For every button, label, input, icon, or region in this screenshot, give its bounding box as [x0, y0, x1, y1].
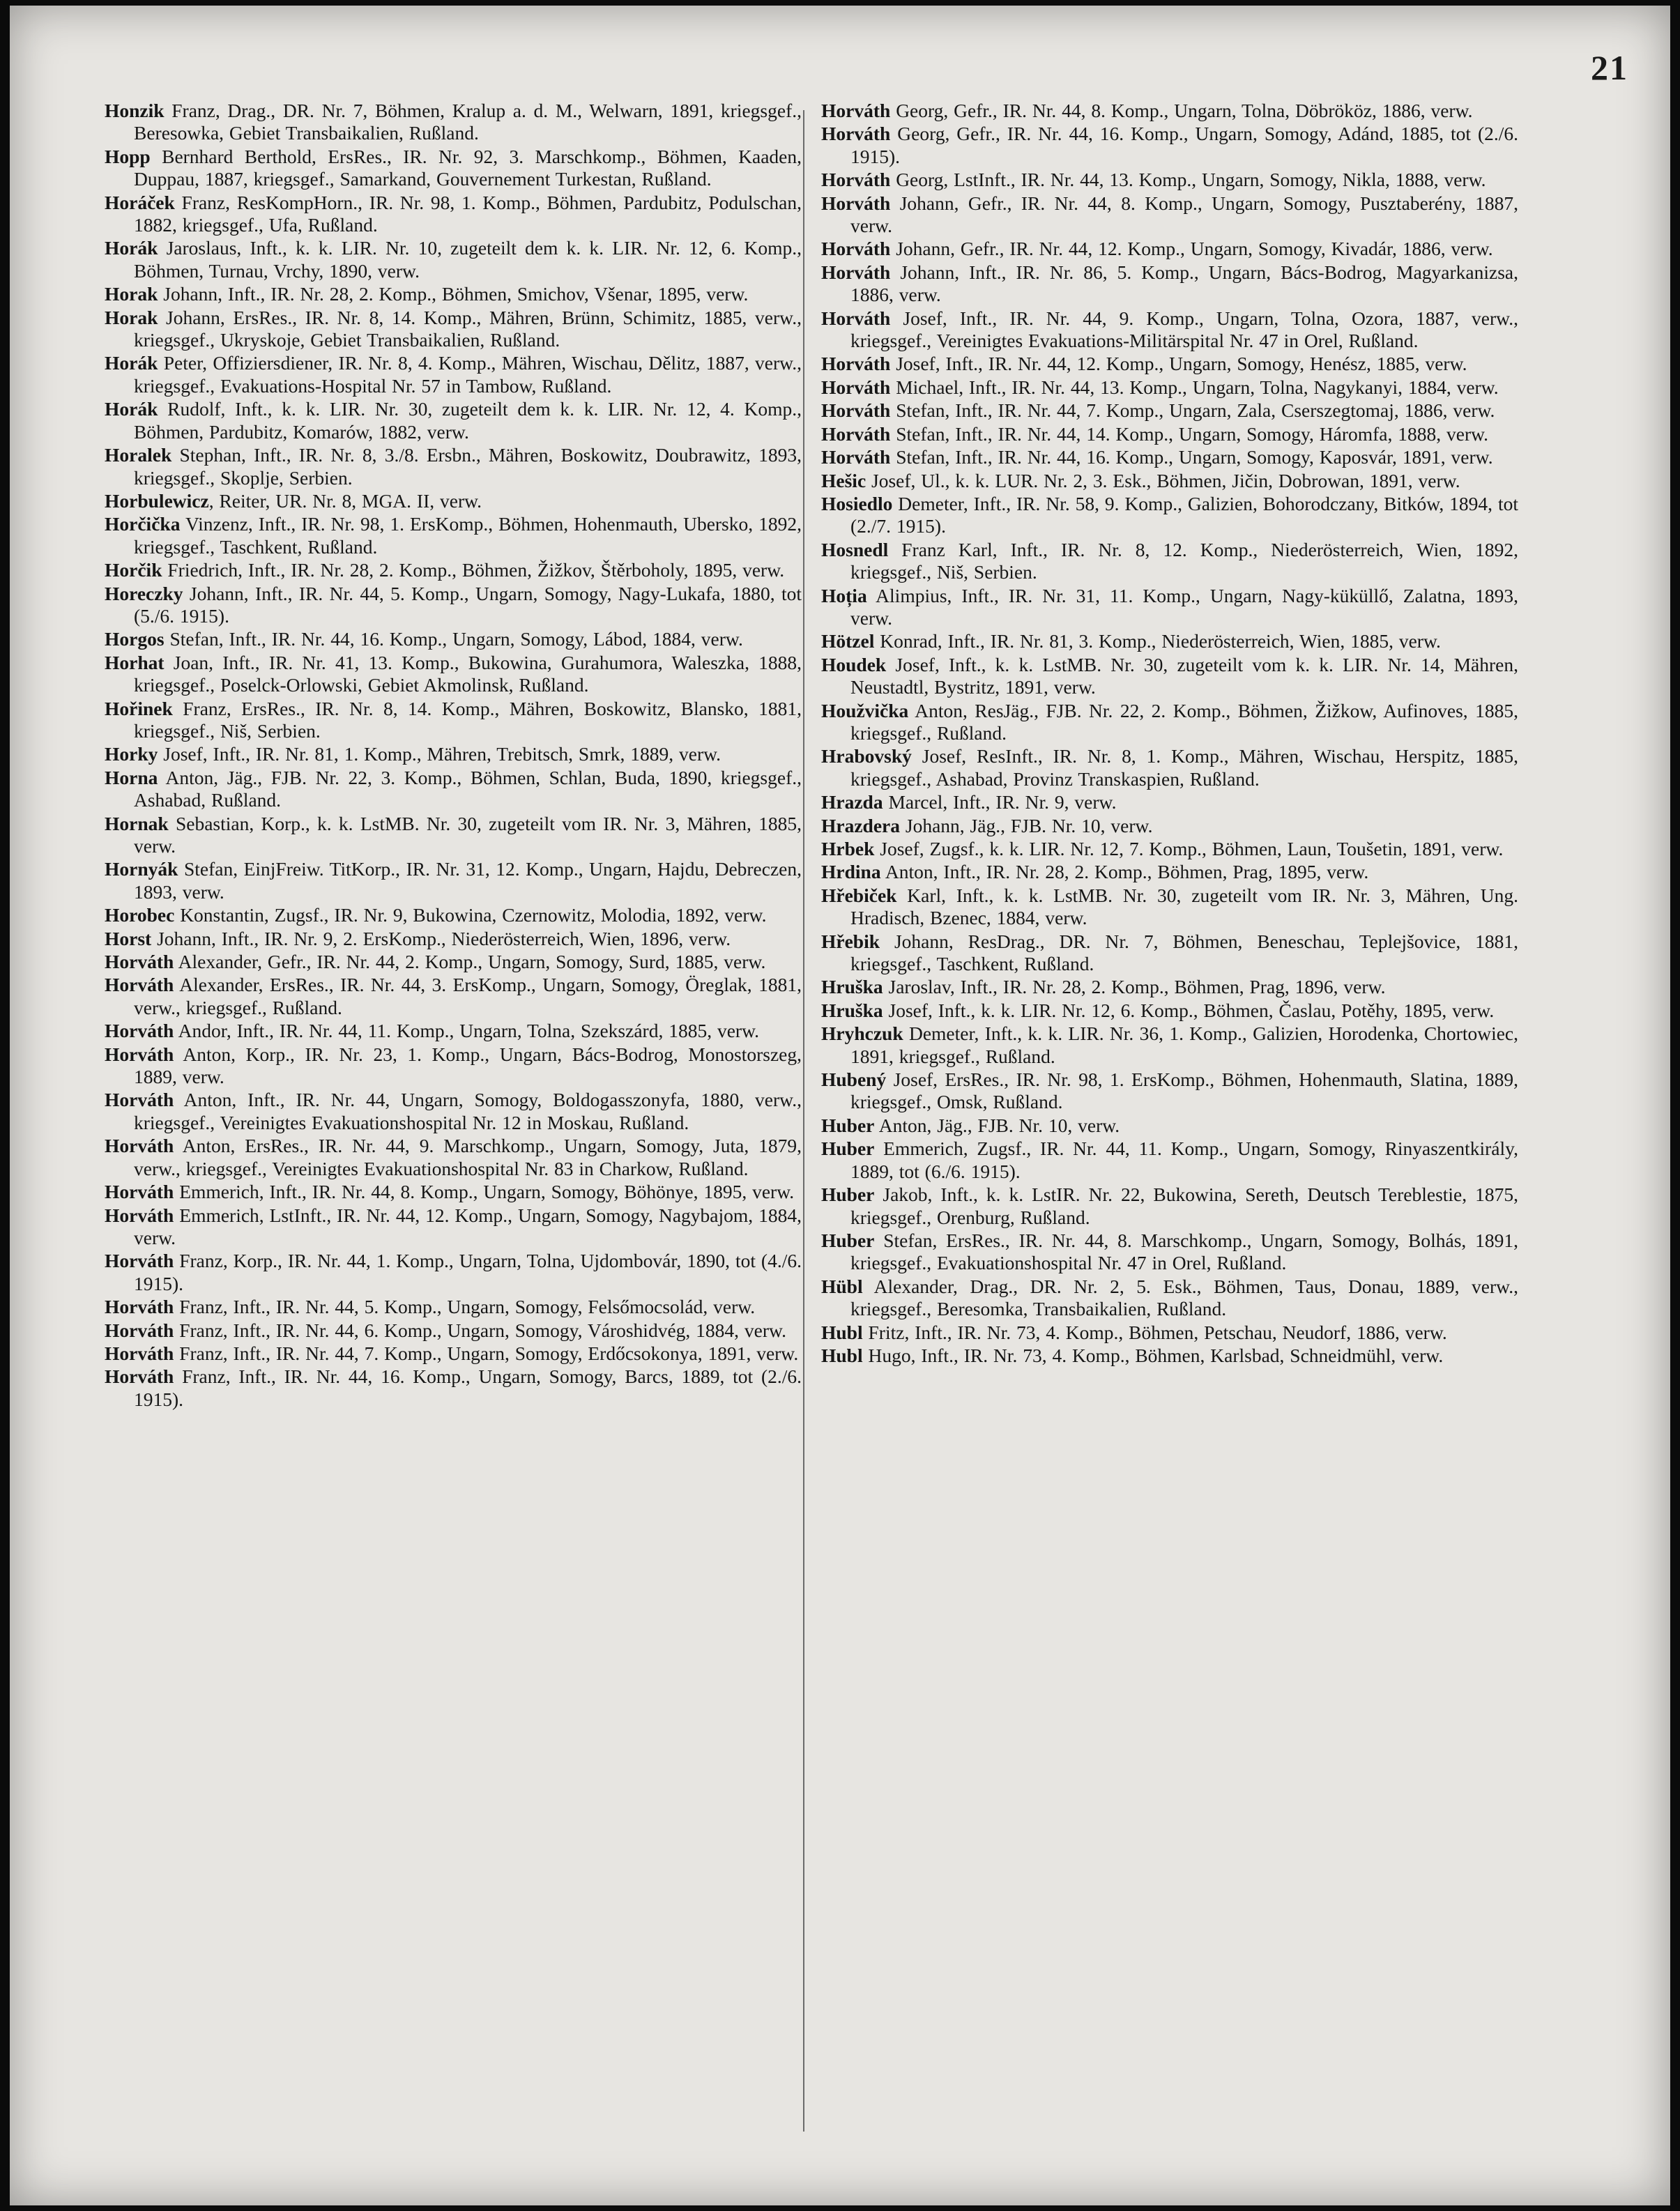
casualty-entry: [105, 858, 802, 903]
entry-details: Josef, Inft., IR. Nr. 44, 12. Komp., Ungarn, Somogy, Henész, 1885, verw.: [890, 353, 1467, 375]
entry-surname: Horbulewicz: [105, 489, 209, 512]
casualty-entry: [105, 237, 802, 282]
entry-details: Johann, Gefr., IR. Nr. 44, 12. Komp., Ungarn, Somogy, Kivadár, 1886, verw.: [890, 238, 1493, 260]
entry-surname: Hoția: [821, 584, 867, 606]
entry-details: Jaroslaus, Inft., k. k. LIR. Nr. 10, zugeteilt dem k. k. LIR. Nr. 12, 6. Komp., Böhmen, Turnau, Vrchy, 1890, verw.: [134, 237, 802, 282]
entry-surname: Hötzel: [821, 630, 875, 652]
entry-surname: Huber: [821, 1138, 875, 1160]
casualty-entry: [821, 493, 1518, 538]
casualty-entry: [105, 904, 802, 926]
entry-surname: Horváth: [105, 1181, 174, 1203]
casualty-entry: [821, 539, 1518, 584]
entry-surname: Horčička: [105, 513, 181, 535]
entry-details: Stefan, ErsRes., IR. Nr. 44, 8. Marschkomp., Ungarn, Somogy, Bolhás, 1891, kriegsgef., Evakuationshospital Nr. 47 in Orel, Rußland.: [850, 1229, 1518, 1274]
casualty-entry: [105, 1365, 802, 1411]
casualty-entry: [821, 1023, 1518, 1068]
entry-surname: Horák: [105, 237, 158, 259]
entry-surname: Hubl: [821, 1344, 863, 1366]
entry-details: Josef, Inft., IR. Nr. 81, 1. Komp., Mähren, Trebitsch, Smrk, 1889, verw.: [158, 743, 721, 765]
casualty-entry: [821, 976, 1518, 998]
casualty-entry: [105, 444, 802, 489]
casualty-entry: [821, 1000, 1518, 1022]
entry-surname: Horváth: [105, 1204, 174, 1226]
casualty-entry: [821, 630, 1518, 652]
casualty-entry: [105, 974, 802, 1019]
casualty-entry: [105, 743, 802, 765]
entry-surname: Hruška: [821, 999, 883, 1021]
entry-surname: Hruška: [821, 976, 883, 998]
right-column: [821, 100, 1518, 2163]
casualty-entry: [105, 100, 802, 145]
entry-details: Franz, Korp., IR. Nr. 44, 1. Komp., Ungarn, Tolna, Ujdombovár, 1890, tot (4./6. 1915).: [134, 1250, 802, 1294]
casualty-entry: [105, 767, 802, 812]
entry-details: Johann, ResDrag., DR. Nr. 7, Böhmen, Beneschau, Teplejšovice, 1881, kriegsgef., Taschkent, Rußland.: [850, 930, 1518, 975]
entry-details: Franz, ErsRes., IR. Nr. 8, 14. Komp., Mähren, Boskowitz, Blansko, 1881, kriegsgef., Niš, Serbien.: [134, 697, 802, 742]
entry-details: Georg, Gefr., IR. Nr. 44, 8. Komp., Ungarn, Tolna, Döbrököz, 1886, verw.: [890, 100, 1473, 121]
casualty-entry: [821, 238, 1518, 260]
entry-surname: Hřebik: [821, 930, 880, 952]
entry-details: Josef, ErsRes., IR. Nr. 98, 1. ErsKomp., Böhmen, Hohenmauth, Slatina, 1889, kriegsgef., Omsk, Rußland.: [850, 1069, 1518, 1113]
casualty-entry: [821, 192, 1518, 238]
entry-surname: Horhat: [105, 651, 165, 673]
entry-surname: Horváth: [821, 353, 891, 375]
scanned-page: [10, 6, 1670, 2205]
entry-surname: Horváth: [105, 951, 174, 973]
entry-details: Alexander, ErsRes., IR. Nr. 44, 3. ErsKomp., Ungarn, Somogy, Öreglak, 1881, verw., kriegsgef., Rußland.: [134, 974, 802, 1018]
entry-surname: Hořinek: [105, 697, 173, 719]
entry-details: Jaroslav, Inft., IR. Nr. 28, 2. Komp., Böhmen, Prag, 1896, verw.: [883, 976, 1386, 998]
entry-surname: Horváth: [105, 1342, 174, 1364]
casualty-entry: [105, 698, 802, 743]
casualty-entry: [821, 307, 1518, 353]
casualty-entry: [105, 583, 802, 628]
entry-details: Franz, Inft., IR. Nr. 44, 6. Komp., Ungarn, Somogy, Városhidvég, 1884, verw.: [174, 1319, 786, 1341]
entry-surname: Horváth: [821, 169, 891, 191]
entry-details: Anton, Inft., IR. Nr. 44, Ungarn, Somogy, Boldogasszonyfa, 1880, verw., kriegsgef., Vereinigtes Evakuationshospital Nr. 12 in Moskau, Rußland.: [134, 1089, 802, 1133]
entry-details: Andor, Inft., IR. Nr. 44, 11. Komp., Ungarn, Tolna, Szekszárd, 1885, verw.: [174, 1020, 760, 1042]
entry-surname: Houdek: [821, 653, 887, 675]
entry-surname: Hryhczuk: [821, 1023, 903, 1045]
entry-details: Anton, Inft., IR. Nr. 28, 2. Komp., Böhmen, Prag, 1895, verw.: [880, 861, 1369, 883]
casualty-entry: [105, 628, 802, 650]
entry-details: Johann, Inft., IR. Nr. 28, 2. Komp., Böhmen, Smichov, Všenar, 1895, verw.: [158, 283, 749, 305]
entry-surname: Hopp: [105, 145, 151, 167]
casualty-entry: [821, 1069, 1518, 1114]
entry-details: Franz Karl, Inft., IR. Nr. 8, 12. Komp., Niederösterreich, Wien, 1892, kriegsgef., Niš, Serbien.: [850, 538, 1518, 583]
entry-details: Anton, ResJäg., FJB. Nr. 22, 2. Komp., Böhmen, Žižkow, Aufinoves, 1885, kriegsgef., Rußland.: [850, 699, 1518, 744]
entry-details: Josef, Inft., k. k. LIR. Nr. 12, 6. Komp., Böhmen, Časlau, Potěhy, 1895, verw.: [883, 999, 1495, 1021]
entry-surname: Hosiedlo: [821, 492, 893, 514]
entry-surname: Horáček: [105, 191, 175, 213]
entry-details: Alexander, Gefr., IR. Nr. 44, 2. Komp., Ungarn, Somogy, Surd, 1885, verw.: [174, 951, 766, 973]
entry-details: Stefan, Inft., IR. Nr. 44, 14. Komp., Ungarn, Somogy, Háromfa, 1888, verw.: [890, 422, 1489, 445]
entry-surname: Horváth: [821, 376, 891, 398]
entry-surname: Horobec: [105, 904, 175, 926]
entry-details: Anton, Jäg., FJB. Nr. 22, 3. Komp., Böhmen, Schlan, Buda, 1890, kriegsgef., Ashabad, Rußland.: [134, 766, 802, 811]
entry-details: Anton, Jäg., FJB. Nr. 10, verw.: [874, 1114, 1120, 1136]
entry-details: Michael, Inft., IR. Nr. 44, 13. Komp., Ungarn, Tolna, Nagykanyi, 1884, verw.: [890, 376, 1499, 398]
casualty-entry: [821, 745, 1518, 790]
entry-surname: Horváth: [105, 1135, 174, 1157]
casualty-entry: [105, 1135, 802, 1180]
casualty-entry: [105, 1020, 802, 1042]
entry-details: Josef, Inft., IR. Nr. 44, 9. Komp., Ungarn, Tolna, Ozora, 1887, verw., kriegsgef., Vereinigtes Evakuations-Militärspital Nr. 47 in Orel, Rußland.: [850, 307, 1518, 352]
entry-details: Johann, Gefr., IR. Nr. 44, 8. Komp., Ungarn, Somogy, Pusztaberény, 1887, verw.: [850, 192, 1518, 237]
entry-surname: Horváth: [821, 446, 891, 468]
entry-details: Anton, Korp., IR. Nr. 23, 1. Komp., Ungarn, Bács-Bodrog, Monostorszeg, 1889, verw.: [134, 1043, 802, 1088]
entry-surname: Hrdina: [821, 861, 881, 883]
casualty-entry: [821, 169, 1518, 191]
casualty-entry: [821, 838, 1518, 860]
entry-surname: Hrazda: [821, 791, 883, 813]
casualty-entry: [821, 1276, 1518, 1321]
entry-details: Josef, ResInft., IR. Nr. 8, 1. Komp., Mähren, Wischau, Herspitz, 1885, kriegsgef., Ashabad, Provinz Transkaspien, Rußland.: [850, 745, 1518, 790]
entry-surname: Honzik: [105, 100, 165, 121]
entry-details: Franz, Inft., IR. Nr. 44, 5. Komp., Ungarn, Somogy, Felsőmocsolád, verw.: [174, 1296, 756, 1318]
casualty-entry: [105, 283, 802, 305]
entry-details: Konrad, Inft., IR. Nr. 81, 3. Komp., Niederösterreich, Wien, 1885, verw.: [874, 630, 1441, 652]
entry-details: Emmerich, Zugsf., IR. Nr. 44, 11. Komp., Ungarn, Somogy, Rinyaszentkirály, 1889, tot (6./6. 1915).: [850, 1138, 1518, 1182]
entry-details: Stefan, EinjFreiw. TitKorp., IR. Nr. 31, 12. Komp., Ungarn, Hajdu, Debreczen, 1893, verw.: [134, 858, 802, 903]
casualty-entry: [105, 1089, 802, 1134]
entry-details: Friedrich, Inft., IR. Nr. 28, 2. Komp., Böhmen, Žižkov, Štěrboholy, 1895, verw.: [162, 559, 785, 581]
casualty-entry: [821, 261, 1518, 307]
casualty-entry: [105, 951, 802, 973]
casualty-entry: [105, 1204, 802, 1250]
entry-details: Franz, Inft., IR. Nr. 44, 16. Komp., Ungarn, Somogy, Barcs, 1889, tot (2./6. 1915).: [134, 1365, 802, 1410]
casualty-entry: [105, 1181, 802, 1203]
entry-details: Demeter, Inft., IR. Nr. 58, 9. Komp., Galizien, Bohorodczany, Bitków, 1894, tot (2./7. 1915).: [850, 492, 1518, 537]
entry-details: Josef, Inft., k. k. LstMB. Nr. 30, zugeteilt vom k. k. LIR. Nr. 14, Mähren, Neustadtl, Bystritz, 1891, verw.: [850, 653, 1518, 698]
casualty-entry: [105, 559, 802, 581]
entry-surname: Horák: [105, 398, 158, 420]
entry-details: Hugo, Inft., IR. Nr. 73, 4. Komp., Böhmen, Karlsbad, Schneidmühl, verw.: [862, 1344, 1444, 1366]
casualty-entry: [821, 446, 1518, 468]
entry-surname: Hřebiček: [821, 884, 897, 906]
casualty-entry: [821, 700, 1518, 745]
entry-surname: Horváth: [821, 422, 891, 445]
entry-surname: Horváth: [105, 1020, 174, 1042]
entry-details: Josef, Zugsf., k. k. LIR. Nr. 12, 7. Komp., Böhmen, Laun, Toušetin, 1891, verw.: [874, 838, 1504, 859]
entry-details: Johann, Inft., IR. Nr. 9, 2. ErsKomp., Niederösterreich, Wien, 1896, verw.: [151, 927, 731, 949]
entry-details: , Reiter, UR. Nr. 8, MGA. II, verw.: [208, 489, 482, 512]
entry-details: Jakob, Inft., k. k. LstIR. Nr. 22, Bukowina, Sereth, Deutsch Tereblestie, 1875, kriegsgef., Orenburg, Rußland.: [850, 1184, 1518, 1228]
entry-surname: Horgos: [105, 628, 165, 650]
entry-surname: Horčik: [105, 559, 162, 581]
column-divider: [803, 110, 804, 2132]
entry-surname: Huber: [821, 1229, 875, 1251]
entry-details: Georg, LstInft., IR. Nr. 44, 13. Komp., Ungarn, Somogy, Nikla, 1888, verw.: [890, 169, 1486, 191]
entry-surname: Horváth: [105, 1043, 174, 1065]
entry-surname: Hubený: [821, 1069, 887, 1091]
casualty-entry: [821, 1345, 1518, 1367]
entry-surname: Horak: [105, 283, 158, 305]
casualty-entry: [105, 307, 802, 352]
entry-surname: Hrazdera: [821, 814, 901, 836]
entry-surname: Horváth: [105, 1250, 174, 1272]
casualty-entry: [821, 423, 1518, 445]
casualty-entry: [821, 585, 1518, 630]
entry-details: Joan, Inft., IR. Nr. 41, 13. Komp., Bukowina, Gurahumora, Waleszka, 1888, kriegsgef., Poselck-Orlowski, Gebiet Akmolinsk, Rußland.: [134, 651, 802, 696]
entry-surname: Hešic: [821, 469, 866, 491]
entry-surname: Horváth: [821, 238, 891, 260]
entry-details: Johann, Inft., IR. Nr. 86, 5. Komp., Ungarn, Bács-Bodrog, Magyarkanizsa, 1886, verw.: [850, 261, 1518, 306]
entry-details: Franz, Drag., DR. Nr. 7, Böhmen, Kralup a. d. M., Welwarn, 1891, kriegsgef., Beresowka, Gebiet Transbaikalien, Rußland.: [134, 100, 802, 144]
entry-surname: Huber: [821, 1184, 875, 1206]
entry-details: Johann, Inft., IR. Nr. 44, 5. Komp., Ungarn, Somogy, Nagy-Lukafa, 1880, tot (5./6. 1915).: [134, 582, 802, 627]
casualty-entry: [105, 146, 802, 191]
entry-surname: Hrbek: [821, 838, 875, 859]
casualty-entry: [821, 815, 1518, 837]
casualty-entry: [821, 931, 1518, 976]
casualty-entry: [105, 1342, 802, 1365]
entry-details: Alexander, Drag., DR. Nr. 2, 5. Esk., Böhmen, Taus, Donau, 1889, verw., kriegsgef., Beresomka, Transbaikalien, Rußland.: [850, 1275, 1518, 1320]
casualty-entry: [105, 1043, 802, 1089]
entry-details: Emmerich, Inft., IR. Nr. 44, 8. Komp., Ungarn, Somogy, Böhönye, 1895, verw.: [174, 1181, 795, 1203]
entry-surname: Horváth: [821, 100, 891, 121]
entry-details: Konstantin, Zugsf., IR. Nr. 9, Bukowina, Czernowitz, Molodia, 1892, verw.: [174, 904, 767, 926]
casualty-entry: [105, 928, 802, 950]
entry-details: Stefan, Inft., IR. Nr. 44, 7. Komp., Ungarn, Zala, Cserszegtomaj, 1886, verw.: [890, 399, 1495, 422]
entry-surname: Horky: [105, 743, 158, 765]
entry-surname: Horváth: [105, 1319, 174, 1341]
entry-details: Johann, ErsRes., IR. Nr. 8, 14. Komp., Mähren, Brünn, Schimitz, 1885, verw., kriegsgef., Ukryskoje, Gebiet Transbaikalien, Rußland.: [134, 306, 802, 351]
page-number: 21: [1591, 48, 1628, 87]
entry-details: Karl, Inft., k. k. LstMB. Nr. 30, zugeteilt vom IR. Nr. 3, Mähren, Ung. Hradisch, Bzenec, 1884, verw.: [850, 884, 1518, 929]
entry-surname: Horeczky: [105, 582, 183, 604]
entry-surname: Horváth: [821, 261, 891, 283]
entry-details: Stefan, Inft., IR. Nr. 44, 16. Komp., Ungarn, Somogy, Lábod, 1884, verw.: [164, 628, 743, 650]
entry-details: Anton, ErsRes., IR. Nr. 44, 9. Marschkomp., Ungarn, Somogy, Juta, 1879, verw., kriegsgef., Vereinigtes Evakuationshospital Nr. 83 in Charkow, Rußland.: [134, 1135, 802, 1179]
casualty-entry: [105, 1250, 802, 1295]
entry-surname: Huber: [821, 1114, 875, 1136]
casualty-entry: [821, 376, 1518, 399]
entry-details: Peter, Offiziersdiener, IR. Nr. 8, 4. Komp., Mähren, Wischau, Dělitz, 1887, verw., kriegsgef., Evakuations-Hospital Nr. 57 in Tambow, Rußland.: [134, 352, 802, 397]
entry-surname: Horváth: [821, 123, 891, 145]
casualty-entry: [105, 1296, 802, 1318]
casualty-entry: [105, 352, 802, 397]
casualty-entry: [821, 791, 1518, 813]
casualty-entry: [821, 1138, 1518, 1183]
entry-details: Fritz, Inft., IR. Nr. 73, 4. Komp., Böhmen, Petschau, Neudorf, 1886, verw.: [862, 1321, 1447, 1343]
entry-details: Alimpius, Inft., IR. Nr. 31, 11. Komp., Ungarn, Nagy-küküllő, Zalatna, 1893, verw.: [850, 584, 1518, 629]
entry-surname: Horváth: [105, 1365, 174, 1388]
casualty-entry: [821, 654, 1518, 699]
entry-surname: Horváth: [105, 1089, 174, 1111]
entry-surname: Hübl: [821, 1275, 863, 1297]
entry-details: Stephan, Inft., IR. Nr. 8, 3./8. Ersbn., Mähren, Boskowitz, Doubrawitz, 1893, kriegsgef., Skoplje, Serbien.: [134, 444, 802, 489]
casualty-entry: [105, 490, 802, 512]
casualty-entry: [821, 470, 1518, 492]
entry-surname: Horalek: [105, 444, 172, 466]
entry-surname: Hosnedl: [821, 538, 889, 560]
entry-details: Emmerich, LstInft., IR. Nr. 44, 12. Komp., Ungarn, Somogy, Nagybajom, 1884, verw.: [134, 1204, 802, 1248]
entry-details: Sebastian, Korp., k. k. LstMB. Nr. 30, zugeteilt vom IR. Nr. 3, Mähren, 1885, verw.: [134, 812, 802, 857]
casualty-entry: [105, 513, 802, 558]
entry-surname: Houžvička: [821, 699, 909, 721]
entry-details: Franz, Inft., IR. Nr. 44, 7. Komp., Ungarn, Somogy, Erdőcsokonya, 1891, verw.: [174, 1342, 799, 1364]
entry-details: Josef, Ul., k. k. LUR. Nr. 2, 3. Esk., Böhmen, Jičin, Dobrowan, 1891, verw.: [866, 469, 1460, 491]
entry-details: Vinzenz, Inft., IR. Nr. 98, 1. ErsKomp., Böhmen, Hohenmauth, Ubersko, 1892, kriegsgef., Taschkent, Rußland.: [134, 513, 802, 558]
casualty-entry: [821, 100, 1518, 122]
entry-details: Rudolf, Inft., k. k. LIR. Nr. 30, zugeteilt dem k. k. LIR. Nr. 12, 4. Komp., Böhmen, Pardubitz, Komarów, 1882, verw.: [134, 398, 802, 443]
left-column: [105, 100, 802, 2163]
casualty-entry: [105, 192, 802, 237]
entry-details: Demeter, Inft., k. k. LIR. Nr. 36, 1. Komp., Galizien, Horodenka, Chortowiec, 1891, kriegsgef., Rußland.: [850, 1023, 1518, 1067]
entry-details: Franz, ResKompHorn., IR. Nr. 98, 1. Komp., Böhmen, Pardubitz, Podulschan, 1882, kriegsgef., Ufa, Rußland.: [134, 191, 802, 236]
casualty-entry: [821, 885, 1518, 930]
entry-details: Georg, Gefr., IR. Nr. 44, 16. Komp., Ungarn, Somogy, Adánd, 1885, tot (2./6. 1915).: [850, 123, 1518, 167]
entry-surname: Hubl: [821, 1321, 863, 1343]
casualty-entry: [821, 123, 1518, 168]
casualty-entry: [821, 1115, 1518, 1137]
entry-surname: Horváth: [105, 974, 174, 996]
casualty-entry: [105, 1319, 802, 1342]
entry-surname: Horváth: [821, 307, 891, 329]
entry-surname: Horváth: [821, 399, 891, 422]
entry-surname: Hornak: [105, 812, 169, 834]
casualty-entry: [821, 353, 1518, 375]
casualty-entry: [821, 1322, 1518, 1344]
entry-surname: Horna: [105, 766, 158, 788]
entry-surname: Horst: [105, 927, 152, 949]
entry-surname: Hornyák: [105, 858, 178, 880]
entry-surname: Hrabovský: [821, 745, 912, 767]
casualty-entry: [821, 399, 1518, 422]
entry-surname: Horváth: [105, 1296, 174, 1318]
entry-surname: Horváth: [821, 192, 891, 214]
casualty-entry: [105, 652, 802, 697]
entry-details: Bernhard Berthold, ErsRes., IR. Nr. 92, 3. Marschkomp., Böhmen, Kaaden, Duppau, 1887, kriegsgef., Samarkand, Gouvernement Turkestan, Rußland.: [134, 145, 802, 190]
casualty-entry: [821, 1230, 1518, 1275]
entry-surname: Horak: [105, 306, 158, 328]
entry-surname: Horák: [105, 352, 158, 374]
entry-details: Marcel, Inft., IR. Nr. 9, verw.: [883, 791, 1117, 813]
casualty-entry: [105, 813, 802, 858]
entry-details: Johann, Jäg., FJB. Nr. 10, verw.: [900, 814, 1153, 836]
casualty-entry: [821, 1184, 1518, 1229]
casualty-entry: [105, 398, 802, 443]
casualty-entry: [821, 861, 1518, 883]
entry-details: Stefan, Inft., IR. Nr. 44, 16. Komp., Ungarn, Somogy, Kaposvár, 1891, verw.: [890, 446, 1493, 468]
